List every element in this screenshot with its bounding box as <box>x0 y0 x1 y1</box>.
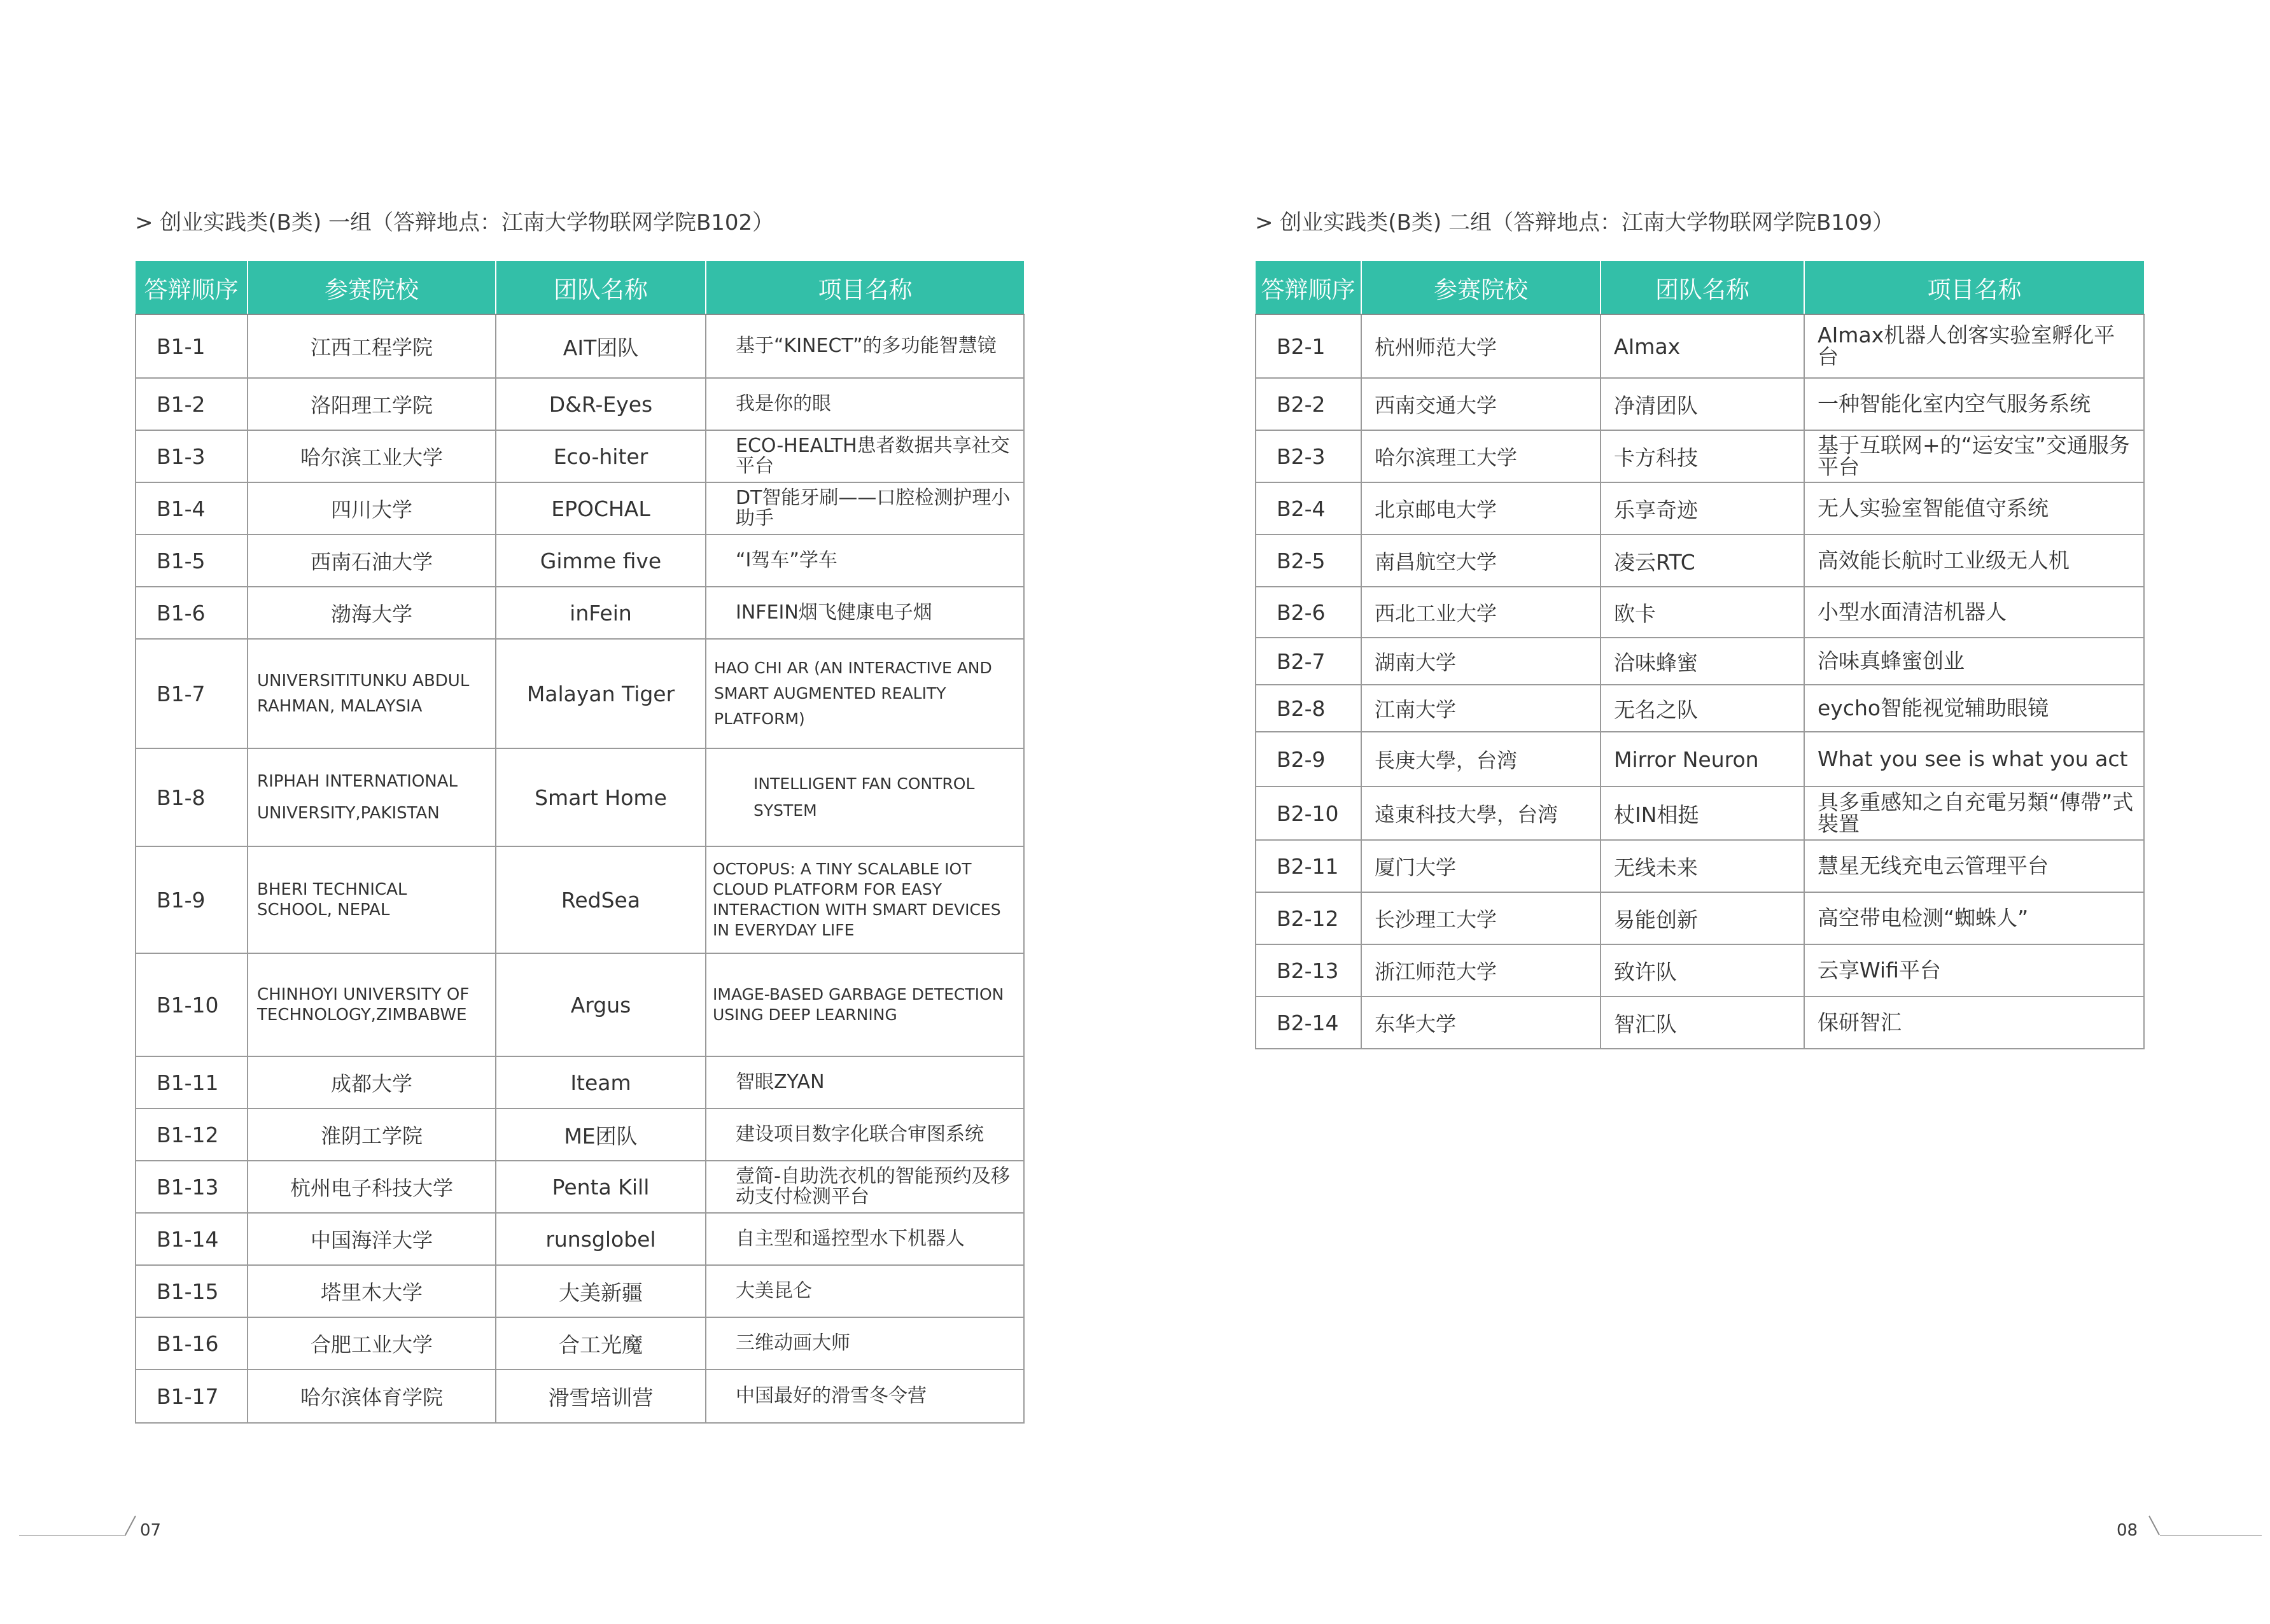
header-school: 参赛院校 <box>248 261 496 314</box>
cell-team: 滑雪培训营 <box>496 1369 706 1423</box>
cell-school: 杭州师范大学 <box>1361 314 1601 378</box>
cell-team: 合工光魔 <box>496 1317 706 1369</box>
cell-order: B2-6 <box>1256 587 1361 638</box>
cell-school: 厦门大学 <box>1361 840 1601 892</box>
cell-school: 西南石油大学 <box>248 535 496 587</box>
cell-school: 西北工业大学 <box>1361 587 1601 638</box>
cell-school: 成都大学 <box>248 1056 496 1109</box>
cell-school: 洛阳理工学院 <box>248 378 496 430</box>
cell-order: B2-4 <box>1256 482 1361 535</box>
table-row <box>136 587 1024 639</box>
footer-rule-left <box>19 1535 126 1536</box>
cell-project: 一种智能化室内空气服务系统 <box>1804 378 2144 430</box>
table-row <box>1256 535 2144 587</box>
table-row <box>1256 840 2144 892</box>
footer-slash-left <box>125 1516 136 1536</box>
footer-slash-right <box>2148 1516 2160 1536</box>
cell-school: 杭州电子科技大学 <box>248 1161 496 1213</box>
cell-school: 江西工程学院 <box>248 314 496 378</box>
cell-project: INFEIN烟飞健康电子烟 <box>706 587 1024 639</box>
cell-project: 大美昆仑 <box>706 1265 1024 1317</box>
cell-project: ECO-HEALTH患者数据共享社交平台 <box>706 430 1024 482</box>
cell-order: B1-5 <box>136 535 248 587</box>
cell-school: CHINHOYI UNIVERSITY OF TECHNOLOGY,ZIMBABWE <box>248 953 496 1056</box>
cell-school: 哈尔滨工业大学 <box>248 430 496 482</box>
cell-team: 净清团队 <box>1601 378 1804 430</box>
table-row <box>1256 997 2144 1049</box>
cell-order: B2-9 <box>1256 732 1361 787</box>
table-row <box>136 639 1024 748</box>
cell-team: 易能创新 <box>1601 892 1804 944</box>
table-row <box>136 1056 1024 1109</box>
cell-school: 塔里木大学 <box>248 1265 496 1317</box>
header-order: 答辩顺序 <box>1256 261 1361 314</box>
table-row <box>136 378 1024 430</box>
table-header-row <box>136 261 1024 314</box>
header-school: 参赛院校 <box>1361 261 1601 314</box>
header-order: 答辩顺序 <box>136 261 248 314</box>
cell-team: 欧卡 <box>1601 587 1804 638</box>
cell-project: eycho智能视觉辅助眼镜 <box>1804 685 2144 732</box>
table-row <box>1256 482 2144 535</box>
cell-project: 云享Wifi平台 <box>1804 944 2144 997</box>
cell-school: 渤海大学 <box>248 587 496 639</box>
cell-school: 哈尔滨体育学院 <box>248 1369 496 1423</box>
table-row <box>1256 892 2144 944</box>
cell-project: HAO CHI AR (AN INTERACTIVE AND SMART AUGMENTED REALITY PLATFORM) <box>706 639 1024 748</box>
cell-team: 洽味蜂蜜 <box>1601 638 1804 685</box>
cell-team: 卡方科技 <box>1601 430 1804 482</box>
cell-school: 中国海洋大学 <box>248 1213 496 1265</box>
cell-team: Smart Home <box>496 748 706 846</box>
cell-order: B2-10 <box>1256 787 1361 840</box>
cell-order: B1-8 <box>136 748 248 846</box>
cell-team: 智汇队 <box>1601 997 1804 1049</box>
cell-project: AImax机器人创客实验室孵化平台 <box>1804 314 2144 378</box>
right-section-title: > 创业实践类(B类) 二组（答辩地点：江南大学物联网学院B109） <box>1255 210 1895 235</box>
cell-school: 哈尔滨理工大学 <box>1361 430 1601 482</box>
cell-school: RIPHAH INTERNATIONAL UNIVERSITY,PAKISTAN <box>248 748 496 846</box>
cell-team: Gimme five <box>496 535 706 587</box>
cell-order: B1-7 <box>136 639 248 748</box>
cell-team: Eco-hiter <box>496 430 706 482</box>
cell-order: B1-16 <box>136 1317 248 1369</box>
cell-project: 高效能长航时工业级无人机 <box>1804 535 2144 587</box>
cell-order: B1-17 <box>136 1369 248 1423</box>
cell-order: B1-11 <box>136 1056 248 1109</box>
cell-school: 长沙理工大学 <box>1361 892 1601 944</box>
table-row <box>1256 430 2144 482</box>
cell-order: B2-1 <box>1256 314 1361 378</box>
table-row <box>136 953 1024 1056</box>
table-row <box>1256 732 2144 787</box>
cell-project: 基于“KINECT”的多功能智慧镜 <box>706 314 1024 378</box>
table-row <box>136 1161 1024 1213</box>
cell-project: “I驾车”学车 <box>706 535 1024 587</box>
cell-project: 智眼ZYAN <box>706 1056 1024 1109</box>
table-row <box>136 535 1024 587</box>
cell-team: 无名之队 <box>1601 685 1804 732</box>
cell-order: B1-2 <box>136 378 248 430</box>
cell-team: Malayan Tiger <box>496 639 706 748</box>
header-team: 团队名称 <box>1601 261 1804 314</box>
cell-team: 大美新疆 <box>496 1265 706 1317</box>
cell-order: B1-9 <box>136 846 248 953</box>
cell-order: B1-13 <box>136 1161 248 1213</box>
cell-school: 淮阴工学院 <box>248 1109 496 1161</box>
table-row <box>1256 944 2144 997</box>
page-number-left: 07 <box>140 1521 162 1540</box>
table-row <box>136 748 1024 846</box>
cell-team: Iteam <box>496 1056 706 1109</box>
cell-team: inFein <box>496 587 706 639</box>
cell-school: 江南大学 <box>1361 685 1601 732</box>
cell-school: 遠東科技大學，台湾 <box>1361 787 1601 840</box>
cell-school: 合肥工业大学 <box>248 1317 496 1369</box>
cell-school: 北京邮电大学 <box>1361 482 1601 535</box>
cell-order: B2-11 <box>1256 840 1361 892</box>
footer-rule-right <box>2160 1535 2262 1536</box>
cell-project: OCTOPUS: A TINY SCALABLE IOT CLOUD PLATFORM FOR EASY INTERACTION WITH SMART DEVICES IN EVERYDAY LIFE <box>706 846 1024 953</box>
cell-order: B2-7 <box>1256 638 1361 685</box>
cell-team: runsglobel <box>496 1213 706 1265</box>
table-header-row <box>1256 261 2144 314</box>
cell-project: 保研智汇 <box>1804 997 2144 1049</box>
cell-order: B1-12 <box>136 1109 248 1161</box>
table-row <box>1256 638 2144 685</box>
cell-project: 自主型和遥控型水下机器人 <box>706 1213 1024 1265</box>
cell-project: 建设项目数字化联合审图系统 <box>706 1109 1024 1161</box>
cell-project: 具多重感知之自充電另類“傳帶”式裝置 <box>1804 787 2144 840</box>
cell-order: B2-3 <box>1256 430 1361 482</box>
cell-project: 中国最好的滑雪冬令营 <box>706 1369 1024 1423</box>
cell-project: What you see is what you act <box>1804 732 2144 787</box>
table-row <box>136 1109 1024 1161</box>
cell-project: 三维动画大师 <box>706 1317 1024 1369</box>
cell-order: B1-14 <box>136 1213 248 1265</box>
cell-team: 致许队 <box>1601 944 1804 997</box>
cell-school: 四川大学 <box>248 482 496 535</box>
cell-order: B2-8 <box>1256 685 1361 732</box>
cell-order: B1-4 <box>136 482 248 535</box>
cell-order: B2-14 <box>1256 997 1361 1049</box>
table-row <box>136 482 1024 535</box>
cell-project: IMAGE-BASED GARBAGE DETECTION USING DEEP LEARNING <box>706 953 1024 1056</box>
cell-project: INTELLIGENT FAN CONTROL SYSTEM <box>706 748 1024 846</box>
cell-team: 乐享奇迹 <box>1601 482 1804 535</box>
cell-school: 西南交通大学 <box>1361 378 1601 430</box>
header-project: 项目名称 <box>1804 261 2144 314</box>
header-team: 团队名称 <box>496 261 706 314</box>
cell-school: UNIVERSITITUNKU ABDUL RAHMAN, MALAYSIA <box>248 639 496 748</box>
cell-team: RedSea <box>496 846 706 953</box>
cell-order: B2-5 <box>1256 535 1361 587</box>
cell-project: 我是你的眼 <box>706 378 1024 430</box>
page-number-right: 08 <box>2117 1521 2138 1540</box>
cell-order: B1-10 <box>136 953 248 1056</box>
cell-team: 凌云RTC <box>1601 535 1804 587</box>
cell-team: EPOCHAL <box>496 482 706 535</box>
cell-team: ME团队 <box>496 1109 706 1161</box>
cell-order: B1-3 <box>136 430 248 482</box>
table-row <box>1256 787 2144 840</box>
cell-team: 杖IN相挺 <box>1601 787 1804 840</box>
cell-order: B2-12 <box>1256 892 1361 944</box>
table-row <box>1256 685 2144 732</box>
table-row <box>1256 587 2144 638</box>
cell-order: B1-6 <box>136 587 248 639</box>
cell-school: 浙江师范大学 <box>1361 944 1601 997</box>
cell-school: BHERI TECHNICAL SCHOOL, NEPAL <box>248 846 496 953</box>
cell-order: B1-15 <box>136 1265 248 1317</box>
table-row <box>136 1369 1024 1423</box>
cell-school: 南昌航空大学 <box>1361 535 1601 587</box>
table-row <box>136 846 1024 953</box>
cell-order: B2-2 <box>1256 378 1361 430</box>
cell-school: 長庚大學，台湾 <box>1361 732 1601 787</box>
cell-project: 慧星无线充电云管理平台 <box>1804 840 2144 892</box>
cell-team: Argus <box>496 953 706 1056</box>
cell-project: 高空带电检测“蜘蛛人” <box>1804 892 2144 944</box>
table-row <box>136 430 1024 482</box>
cell-project: 洽味真蜂蜜创业 <box>1804 638 2144 685</box>
cell-team: AIT团队 <box>496 314 706 378</box>
left-schedule-table <box>135 261 1025 1424</box>
table-row <box>136 1213 1024 1265</box>
cell-team: Mirror Neuron <box>1601 732 1804 787</box>
header-project: 项目名称 <box>706 261 1024 314</box>
cell-team: D&R-Eyes <box>496 378 706 430</box>
right-schedule-table <box>1255 261 2145 1049</box>
table-row <box>136 1317 1024 1369</box>
cell-team: Penta Kill <box>496 1161 706 1213</box>
cell-school: 湖南大学 <box>1361 638 1601 685</box>
cell-project: 基于互联网+的“运安宝”交通服务平台 <box>1804 430 2144 482</box>
table-row <box>136 1265 1024 1317</box>
table-row <box>1256 314 2144 378</box>
cell-project: 无人实验室智能值守系统 <box>1804 482 2144 535</box>
table-row <box>1256 378 2144 430</box>
cell-team: 无线未来 <box>1601 840 1804 892</box>
left-section-title: > 创业实践类(B类) 一组（答辩地点：江南大学物联网学院B102） <box>135 210 774 235</box>
cell-team: AImax <box>1601 314 1804 378</box>
cell-school: 东华大学 <box>1361 997 1601 1049</box>
cell-order: B2-13 <box>1256 944 1361 997</box>
cell-project: 小型水面清洁机器人 <box>1804 587 2144 638</box>
table-row <box>136 314 1024 378</box>
cell-order: B1-1 <box>136 314 248 378</box>
cell-project: DT智能牙刷——口腔检测护理小助手 <box>706 482 1024 535</box>
cell-project: 壹简-自助洗衣机的智能预约及移动支付检测平台 <box>706 1161 1024 1213</box>
